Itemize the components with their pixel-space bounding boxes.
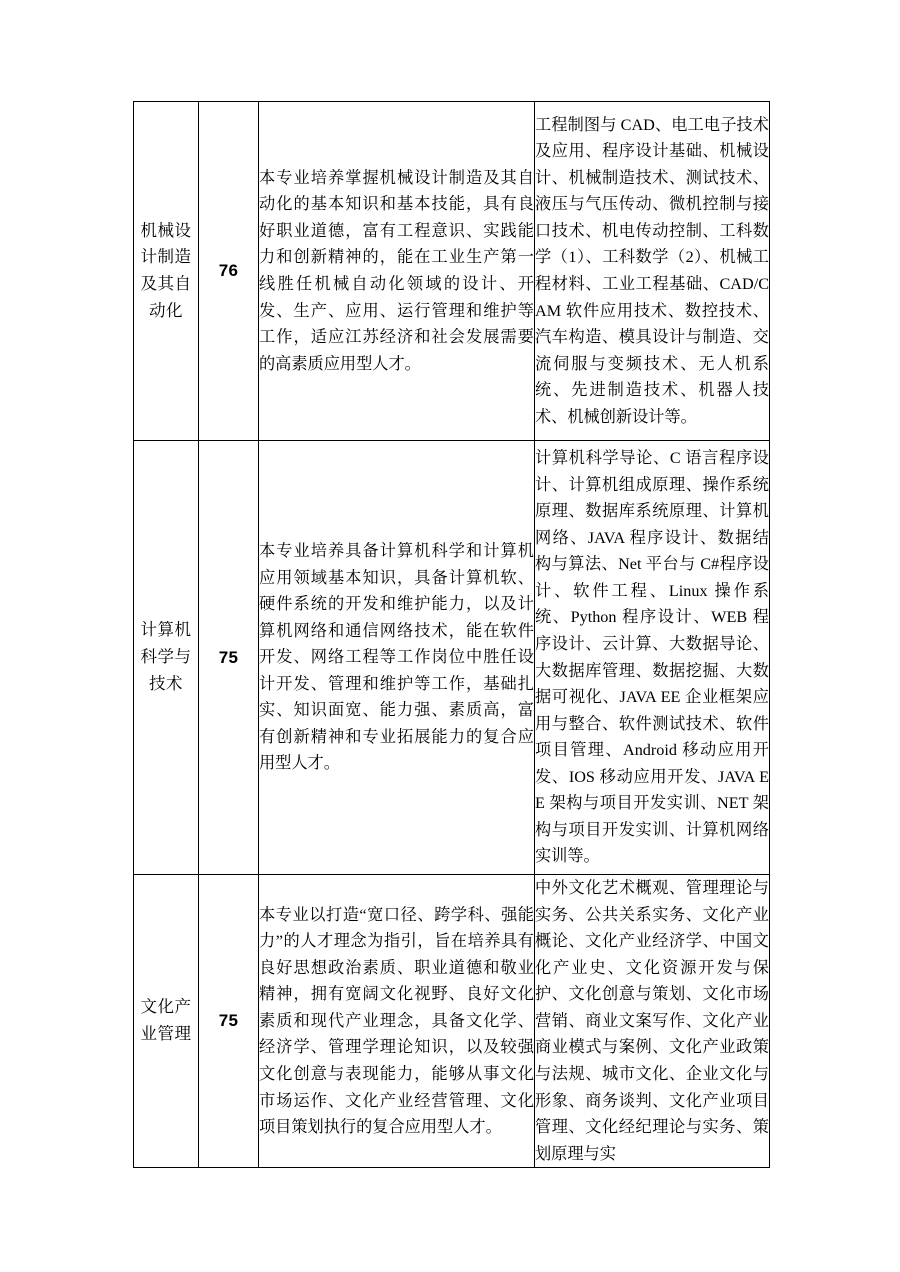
- main-courses-cell: 计算机科学导论、C 语言程序设计、计算机组成原理、操作系统原理、数据库系统原理、计算机网络、JAVA 程序设计、数据结构与算法、Net 平台与 C#程序设计、软件工程、Linux 操作系统、Python 程序设计、WEB 程序设计、云计算、大数据导论、大数据库管理、数据挖掘、大数据可视化、JAVA EE 企业框架应用与整合、软件测试技术、软件项目管理、Android 移动应用开发、IOS 移动应用开发、JAVA EE 架构与项目开发实训、NET 架构与项目开发实训、计算机网络实训等。: [535, 441, 770, 875]
- table-row: [134, 875, 770, 1168]
- table-row: [134, 441, 770, 875]
- score-cell: 75: [199, 441, 259, 875]
- training-objective-cell: 本专业以打造“宽口径、跨学科、强能力”的人才理念为指引，旨在培养具有良好思想政治素质、职业道德和敬业精神，拥有宽阔文化视野、良好文化素质和现代产业理念，具备文化学、经济学、管理学理论知识，以及较强文化创意与表现能力，能够从事文化市场运作、文化产业经营管理、文化项目策划执行的复合应用型人才。: [259, 875, 535, 1168]
- major-name-cell: 计算机科学与技术: [134, 441, 199, 875]
- main-courses-cell: 中外文化艺术概观、管理理论与实务、公共关系实务、文化产业概论、文化产业经济学、中国文化产业史、文化资源开发与保护、文化创意与策划、文化市场营销、商业文案写作、文化产业商业模式与案例、文化产业政策与法规、城市文化、企业文化与形象、商务谈判、文化产业项目管理、文化经纪理论与实务、策划原理与实: [535, 875, 770, 1168]
- training-objective-cell: 本专业培养具备计算机科学和计算机应用领域基本知识，具备计算机软、硬件系统的开发和维护能力，以及计算机网络和通信网络技术，能在软件开发、网络工程等工作岗位中胜任设计开发、管理和维护等工作，基础扎实、知识面宽、能力强、素质高，富有创新精神和专业拓展能力的复合应用型人才。: [259, 441, 535, 875]
- training-objective-cell: 本专业培养掌握机械设计制造及其自动化的基本知识和基本技能，具有良好职业道德，富有工程意识、实践能力和创新精神的，能在工业生产第一线胜任机械自动化领域的设计、开发、生产、应用、运行管理和维护等工作，适应江苏经济和社会发展需要的高素质应用型人才。: [259, 102, 535, 441]
- major-name-cell: 机械设计制造及其自动化: [134, 102, 199, 441]
- table-row: [134, 102, 770, 441]
- score-cell: 76: [199, 102, 259, 441]
- table-body: [134, 102, 770, 1168]
- main-courses-cell: 工程制图与 CAD、电工电子技术及应用、程序设计基础、机械设计、机械制造技术、测试技术、液压与气压传动、微机控制与接口技术、机电传动控制、工科数学（1）、工科数学（2）、机械工程材料、工业工程基础、CAD/CAM 软件应用技术、数控技术、汽车构造、模具设计与制造、交流伺服与变频技术、无人机系统、先进制造技术、机器人技术、机械创新设计等。: [535, 102, 770, 441]
- score-cell: 75: [199, 875, 259, 1168]
- majors-table: [133, 101, 770, 1168]
- major-name-cell: 文化产业管理: [134, 875, 199, 1168]
